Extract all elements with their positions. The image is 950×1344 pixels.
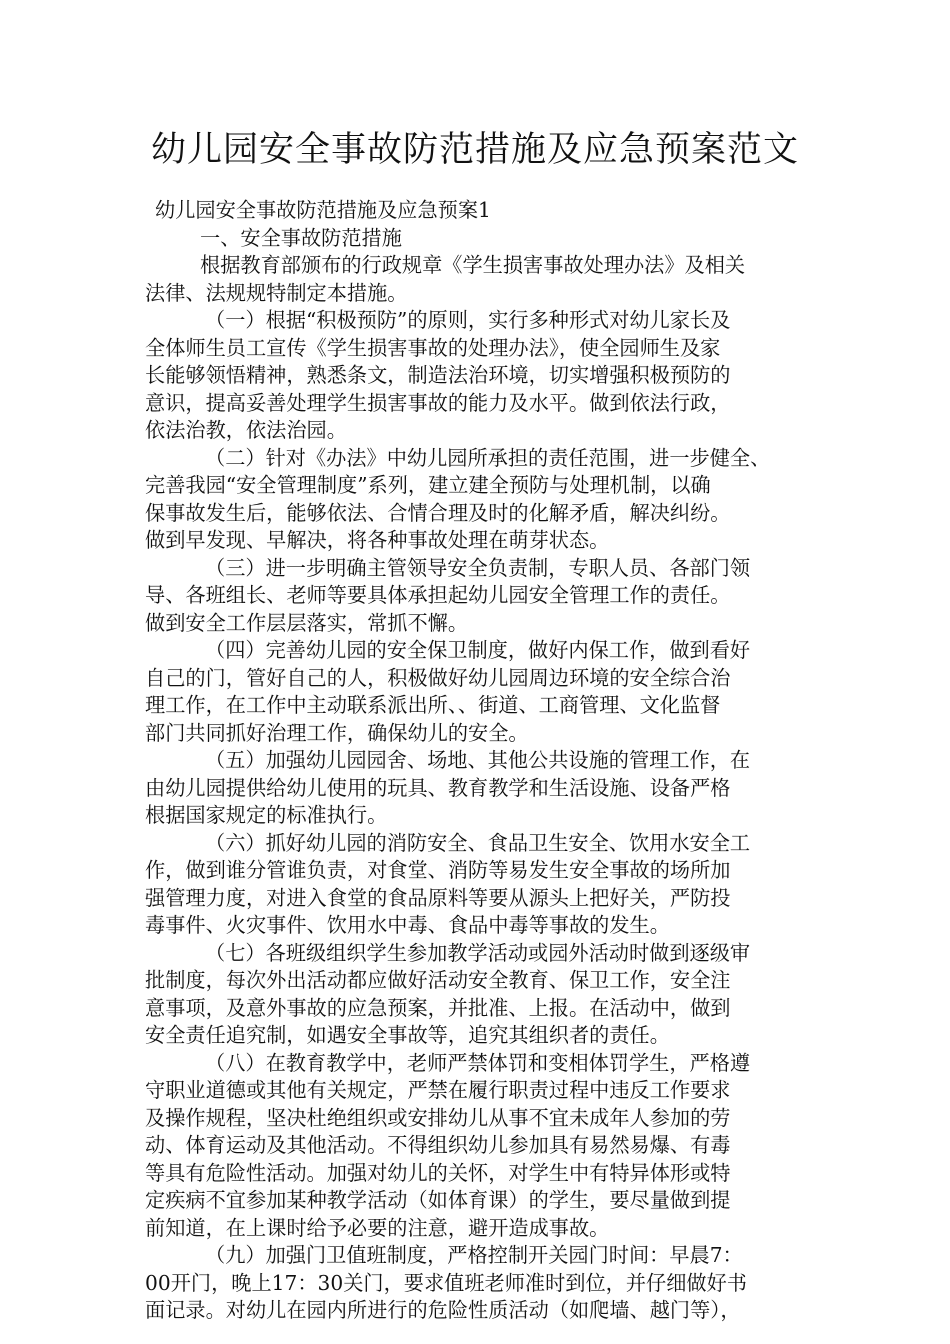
- paragraph-line: 毒事件、火灾事件、饮用水中毒、食品中毒等事故的发生。: [145, 913, 670, 937]
- paragraph-line: 由幼儿园提供给幼儿使用的玩具、教育教学和生活设施、设备严格: [145, 775, 731, 800]
- paragraph-line: 法律、法规规特制定本措施。: [145, 280, 408, 305]
- paragraph-line: 意识，提高妥善处理学生损害事故的能力及水平。做到依法行政，: [145, 390, 731, 415]
- paragraph-line: 根据国家规定的标准执行。: [145, 803, 388, 827]
- paragraph-line: （四）完善幼儿园的安全保卫制度，做好内保工作，做到看好: [205, 638, 751, 662]
- document-body: [145, 197, 820, 1325]
- paragraph-line: 依法治教，依法治园。: [145, 418, 347, 442]
- paragraph-line: （五）加强幼儿园园舍、场地、其他公共设施的管理工作，在: [205, 748, 751, 772]
- paragraph-line: 强管理力度，对进入食堂的食品原料等要从源头上把好关，严防投: [145, 885, 731, 910]
- paragraph-line: 守职业道德或其他有关规定，严禁在履行职责过程中违反工作要求: [145, 1078, 731, 1102]
- paragraph-line: （六）抓好幼儿园的消防安全、食品卫生安全、饮用水安全工: [205, 830, 751, 855]
- paragraph-line: （三）进一步明确主管领导安全负责制，专职人员、各部门领: [205, 555, 751, 580]
- paragraph-line: 保事故发生后，能够依法、合情合理及时的化解矛盾，解决纠纷。: [145, 500, 731, 525]
- paragraph-line: （一）根据“积极预防”的原则，实行多种形式对幼儿家长及: [205, 308, 731, 332]
- paragraph-line: 及操作规程，坚决杜绝组织或安排幼儿从事不宜未成年人参加的劳: [145, 1105, 731, 1130]
- paragraph-line: 面记录。对幼儿在园内所进行的危险性质活动（如爬墙、越门等），: [145, 1298, 741, 1322]
- paragraph-line: 等具有危险性活动。加强对幼儿的关怀，对学生中有特异体形或特: [145, 1160, 731, 1185]
- paragraph-line: 全体师生员工宣传《学生损害事故的处理办法》，使全园师生及家: [145, 335, 721, 360]
- paragraph-line: （九）加强门卫值班制度，严格控制开关园门时间：早晨7：: [205, 1243, 743, 1267]
- paragraph-line: 根据教育部颁布的行政规章《学生损害事故处理办法》及相关: [200, 253, 746, 277]
- document-title: 幼儿园安全事故防范措施及应急预案范文: [150, 130, 799, 170]
- subsection-heading: 一、安全事故防范措施: [200, 225, 402, 250]
- paragraph-line: 动、体育运动及其他活动。不得组织幼儿参加具有易然易爆、有毒: [145, 1133, 731, 1157]
- paragraph-line: （二）针对《办法》中幼儿园所承担的责任范围，进一步健全、: [205, 445, 771, 470]
- paragraph-line: 前知道，在上课时给予必要的注意，避开造成事故。: [145, 1215, 610, 1240]
- paragraph-line: 定疾病不宜参加某种教学活动（如体育课）的学生，要尽量做到提: [145, 1188, 731, 1212]
- paragraph-line: 理工作，在工作中主动联系派出所、、街道、工商管理、文化监督: [145, 693, 721, 717]
- paragraph-line: 做到早发现、早解决，将各种事故处理在萌芽状态。: [145, 528, 610, 552]
- paragraph-line: （七）各班级组织学生参加教学活动或园外活动时做到逐级审: [205, 940, 751, 965]
- paragraph-line: 意事项，及意外事故的应急预案，并批准、上报。在活动中，做到: [145, 995, 731, 1020]
- section-heading: 幼儿园安全事故防范措施及应急预案1: [155, 198, 491, 222]
- paragraph-line: 作，做到谁分管谁负责，对食堂、消防等易发生安全事故的场所加: [145, 858, 731, 882]
- paragraph-line: 导、各班组长、老师等要具体承担起幼儿园安全管理工作的责任。: [145, 583, 731, 607]
- paragraph-line: 安全责任追究制，如遇安全事故等，追究其组织者的责任。: [145, 1023, 670, 1047]
- paragraph-line: 完善我园“安全管理制度”系列，建立建全预防与处理机制，以确: [145, 473, 711, 497]
- paragraph-line: 部门共同抓好治理工作，确保幼儿的安全。: [145, 720, 529, 745]
- paragraph-line: 自己的门，管好自己的人，积极做好幼儿园周边环境的安全综合治: [145, 665, 731, 690]
- paragraph-line: 做到安全工作层层落实，常抓不懈。: [145, 610, 469, 635]
- paragraph-line: 长能够领悟精神，熟悉条文，制造法治环境，切实增强积极预防的: [145, 363, 731, 387]
- paragraph-line: （八）在教育教学中，老师严禁体罚和变相体罚学生，严格遵: [205, 1050, 751, 1075]
- paragraph-line: 00开门，晚上17：30关门，要求值班老师准时到位，并仔细做好书: [145, 1270, 747, 1295]
- paragraph-line: 批制度，每次外出活动都应做好活动安全教育、保卫工作，安全注: [145, 968, 731, 992]
